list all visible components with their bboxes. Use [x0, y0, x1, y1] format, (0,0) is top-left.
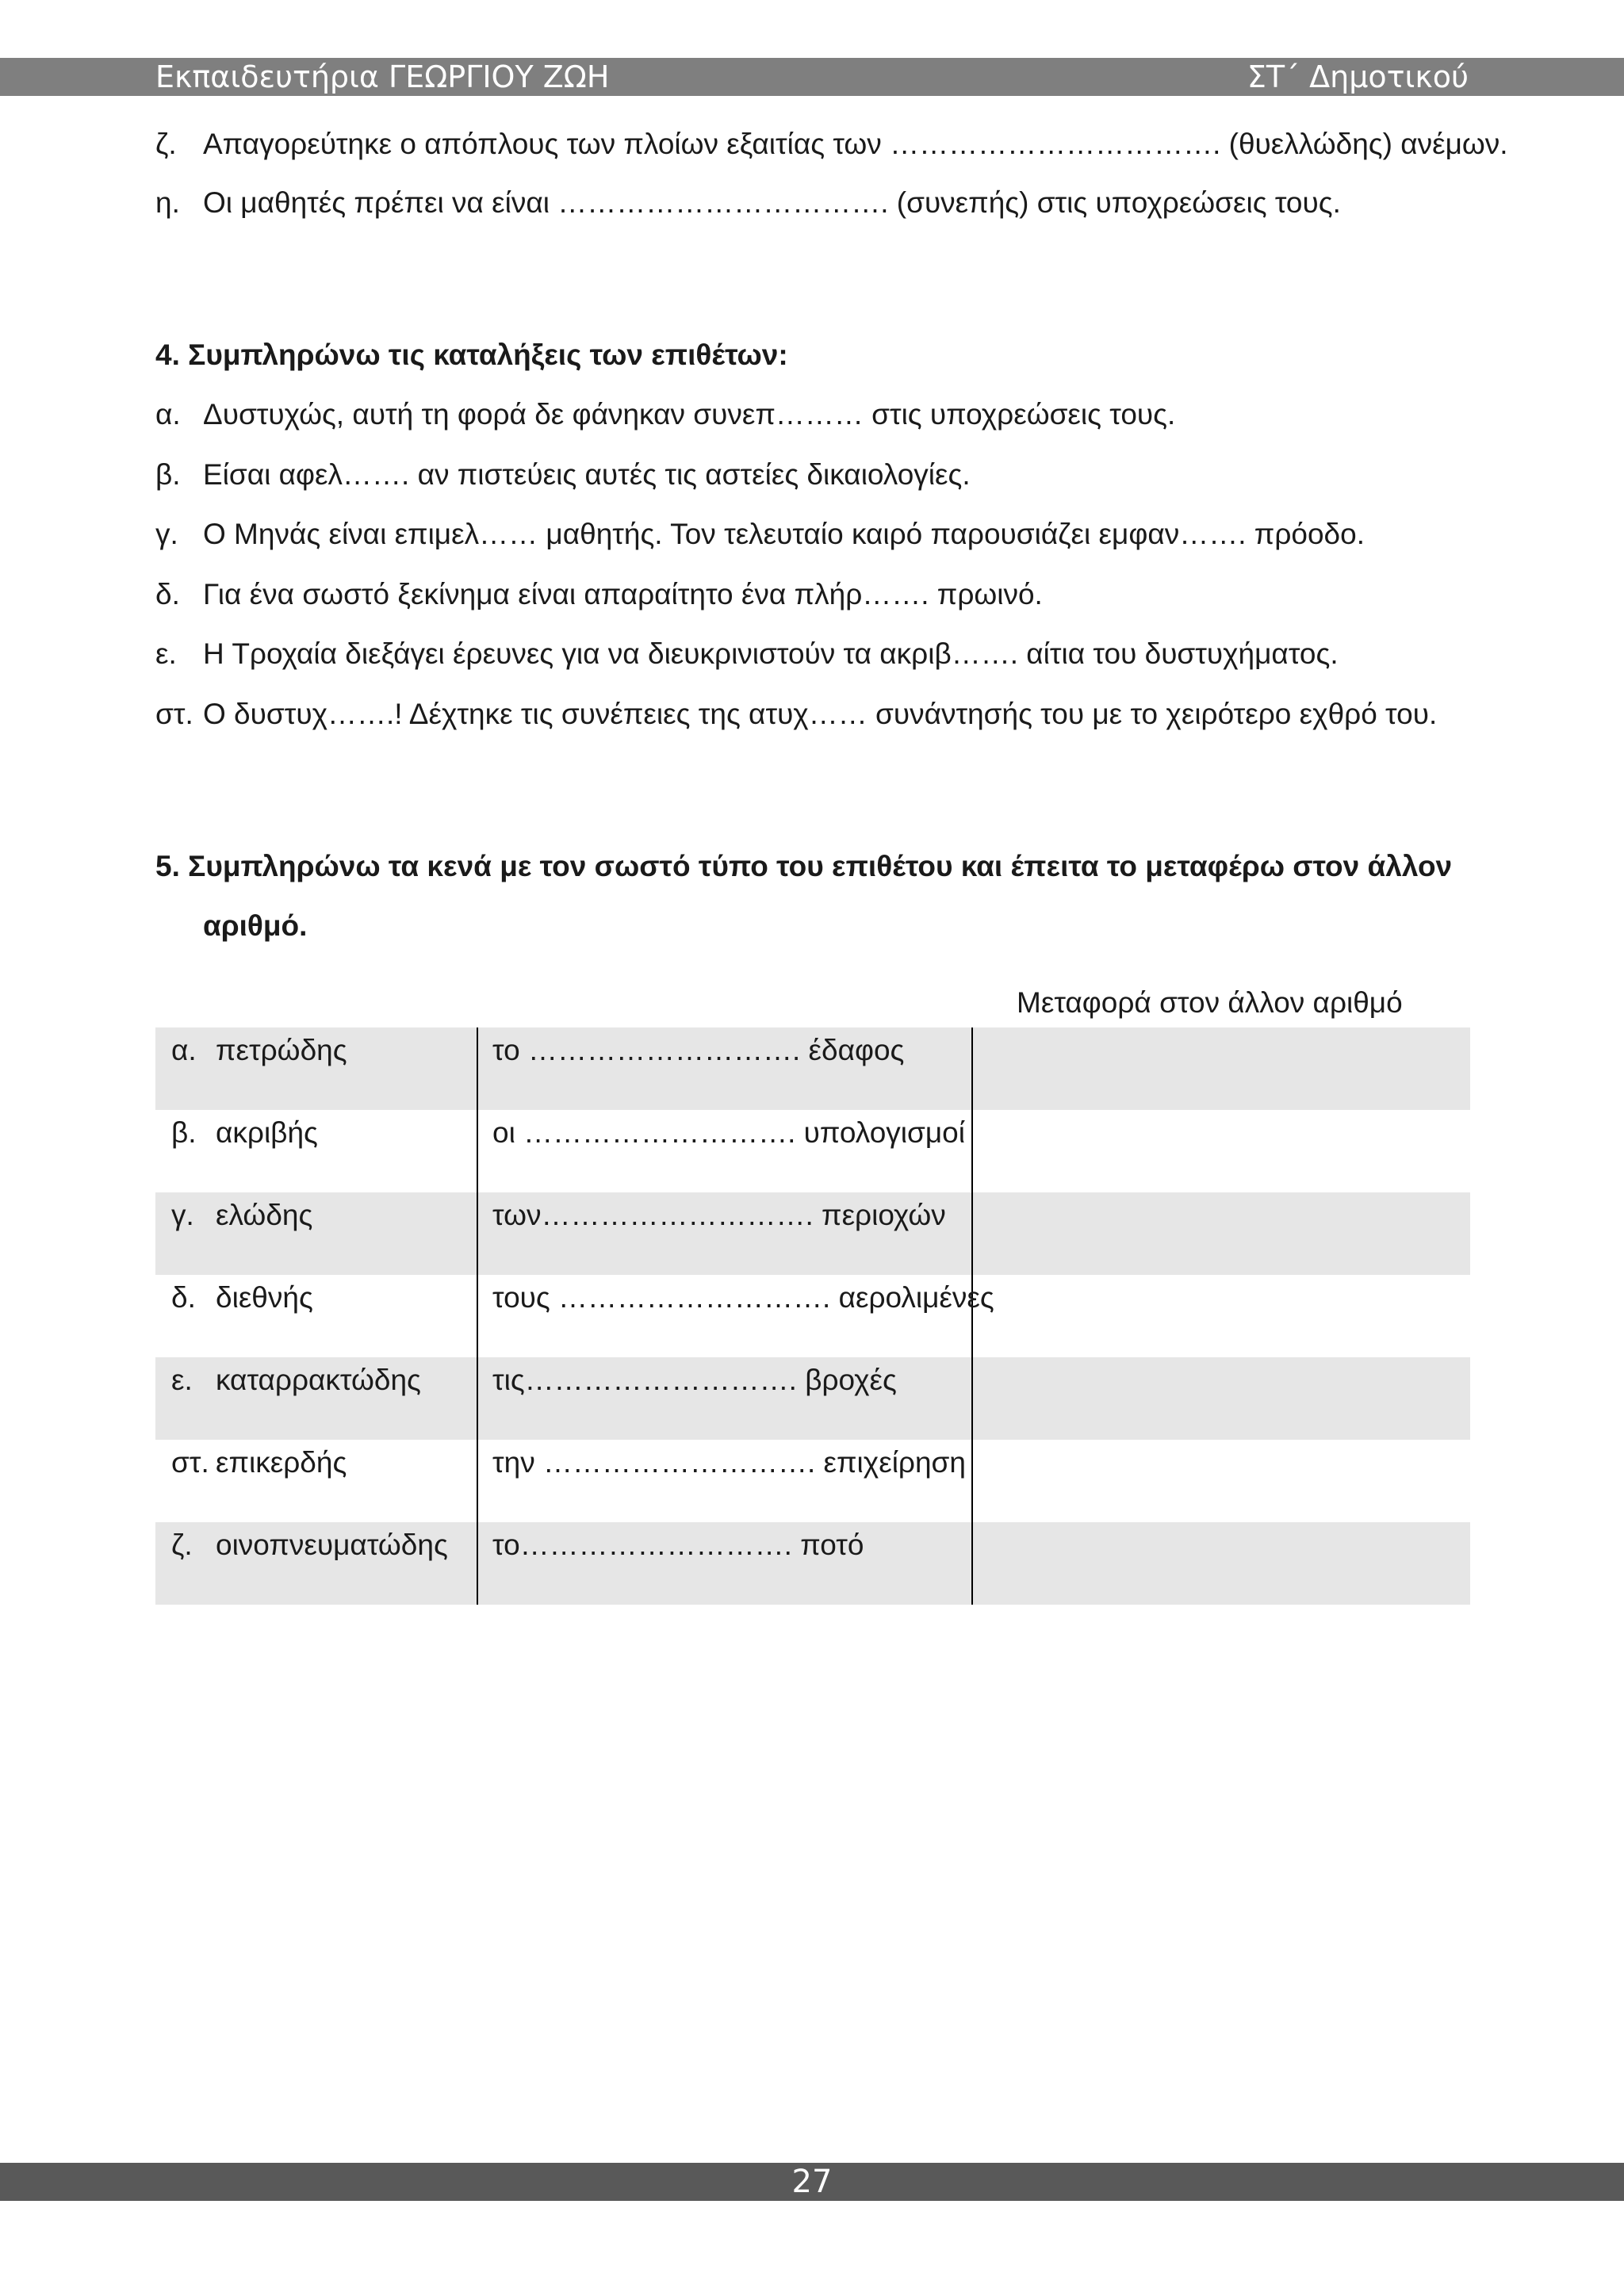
table-row [155, 1440, 1470, 1522]
item-text: Οι μαθητές πρέπει να είναι ……………………………. (συνεπής) στις υποχρεώσεις τους. [203, 186, 1341, 219]
word-cell [155, 1192, 477, 1275]
phrase-cell[interactable]: οι ………………………. υπολογισμοί [477, 1110, 972, 1192]
item-label: δ. [155, 578, 180, 610]
item-label: α. [155, 398, 181, 430]
table-row [155, 1522, 1470, 1605]
item-text: Η Τροχαία διεξάγει έρευνες για να διευκρινιστούν τα ακριβ……. αίτια του δυστυχήματος. [203, 637, 1339, 670]
grade-label: ΣΤ΄ Δημοτικού [1247, 59, 1469, 94]
word-cell [155, 1110, 477, 1192]
school-name: Εκπαιδευτήρια ΓΕΩΡΓΙΟΥ ΖΩΗ [155, 59, 610, 94]
exercise5-title: 5. Συμπληρώνω τα κενά με τον σωστό τύπο του επιθέτου και έπειτα το μεταφέρω στον άλλον [155, 850, 1453, 882]
exercise4-item-b [155, 455, 1470, 495]
item-label: ε. [155, 637, 177, 670]
answer-cell[interactable] [972, 1192, 1470, 1275]
table-row [155, 1192, 1470, 1275]
row-label: β. [171, 1116, 197, 1149]
answer-cell[interactable] [972, 1275, 1470, 1357]
exercise4-item-e [155, 634, 1470, 674]
phrase-cell[interactable]: την ………………………. επιχείρηση [477, 1440, 972, 1522]
phrase-cell[interactable]: το ………………………. έδαφος [477, 1027, 972, 1110]
item-label: στ. [155, 698, 193, 730]
adjective: οινοπνευματώδης [216, 1529, 448, 1561]
table-row [155, 1275, 1470, 1357]
row-label: γ. [171, 1199, 194, 1231]
exercise3-item-i [155, 183, 1470, 223]
answer-cell[interactable] [972, 1027, 1470, 1110]
answer-cell[interactable] [972, 1110, 1470, 1192]
exercise3-item-z [155, 124, 1508, 164]
item-label: ζ. [155, 128, 177, 160]
row-label: α. [171, 1034, 197, 1066]
exercise4-item-a [155, 395, 1470, 434]
table-row [155, 1027, 1470, 1110]
column-header-transfer: Μεταφορά στον άλλον αριθμό [1017, 986, 1403, 1019]
exercise4-item-d [155, 575, 1470, 614]
item-text: Απαγορεύτηκε ο απόπλους των πλοίων εξαιτίας των ……………………………. (θυελλώδης) ανέμων. [203, 128, 1508, 160]
exercise5-table [155, 1027, 1470, 1605]
item-text: Ο Μηνάς είναι επιμελ…… μαθητής. Τον τελευταίο καιρό παρουσιάζει εμφαν……. πρόοδο. [203, 518, 1365, 550]
item-text: Είσαι αφελ……. αν πιστεύεις αυτές τις αστείες δικαιολογίες. [203, 458, 971, 491]
item-text: Για ένα σωστό ξεκίνημα είναι απαραίτητο ένα πλήρ……. πρωινό. [203, 578, 1043, 610]
exercise4-item-c [155, 515, 1470, 554]
page-header [0, 58, 1624, 96]
word-cell [155, 1275, 477, 1357]
phrase-cell[interactable]: των………………………. περιοχών [477, 1192, 972, 1275]
page-number: 27 [791, 2164, 833, 2200]
answer-cell[interactable] [972, 1440, 1470, 1522]
item-text: Ο δυστυχ…….! Δέχτηκε τις συνέπειες της ατυχ…… συνάντησής του με το χειρότερο εχθρό του. [203, 698, 1438, 730]
answer-cell[interactable] [972, 1357, 1470, 1440]
exercise4-title: 4. Συμπληρώνω τις καταλήξεις των επιθέτων: [155, 339, 788, 371]
phrase-cell[interactable]: το………………………. ποτό [477, 1522, 972, 1605]
word-cell [155, 1357, 477, 1440]
item-label: η. [155, 186, 180, 219]
table-row [155, 1357, 1470, 1440]
adjective: επικερδής [216, 1446, 347, 1479]
page-footer [0, 2163, 1624, 2201]
exercise4-item-st [155, 695, 1470, 734]
exercise5-title-cont: αριθμό. [203, 909, 308, 942]
adjective: καταρρακτώδης [216, 1364, 421, 1396]
table-row [155, 1110, 1470, 1192]
adjective: διεθνής [216, 1281, 313, 1314]
answer-cell[interactable] [972, 1522, 1470, 1605]
word-cell [155, 1027, 477, 1110]
word-cell [155, 1440, 477, 1522]
row-label: στ. [171, 1446, 209, 1479]
phrase-cell[interactable]: τους ………………………. αερολιμένες [477, 1275, 972, 1357]
adjective: ακριβής [216, 1116, 318, 1149]
word-cell [155, 1522, 477, 1605]
phrase-cell[interactable]: τις………………………. βροχές [477, 1357, 972, 1440]
adjective: πετρώδης [216, 1034, 347, 1066]
item-label: β. [155, 458, 181, 491]
item-label: γ. [155, 518, 178, 550]
row-label: δ. [171, 1281, 196, 1314]
row-label: ε. [171, 1364, 193, 1396]
adjective: ελώδης [216, 1199, 313, 1231]
item-text: Δυστυχώς, αυτή τη φορά δε φάνηκαν συνεπ……… στις υποχρεώσεις τους. [203, 398, 1176, 430]
row-label: ζ. [171, 1529, 193, 1561]
